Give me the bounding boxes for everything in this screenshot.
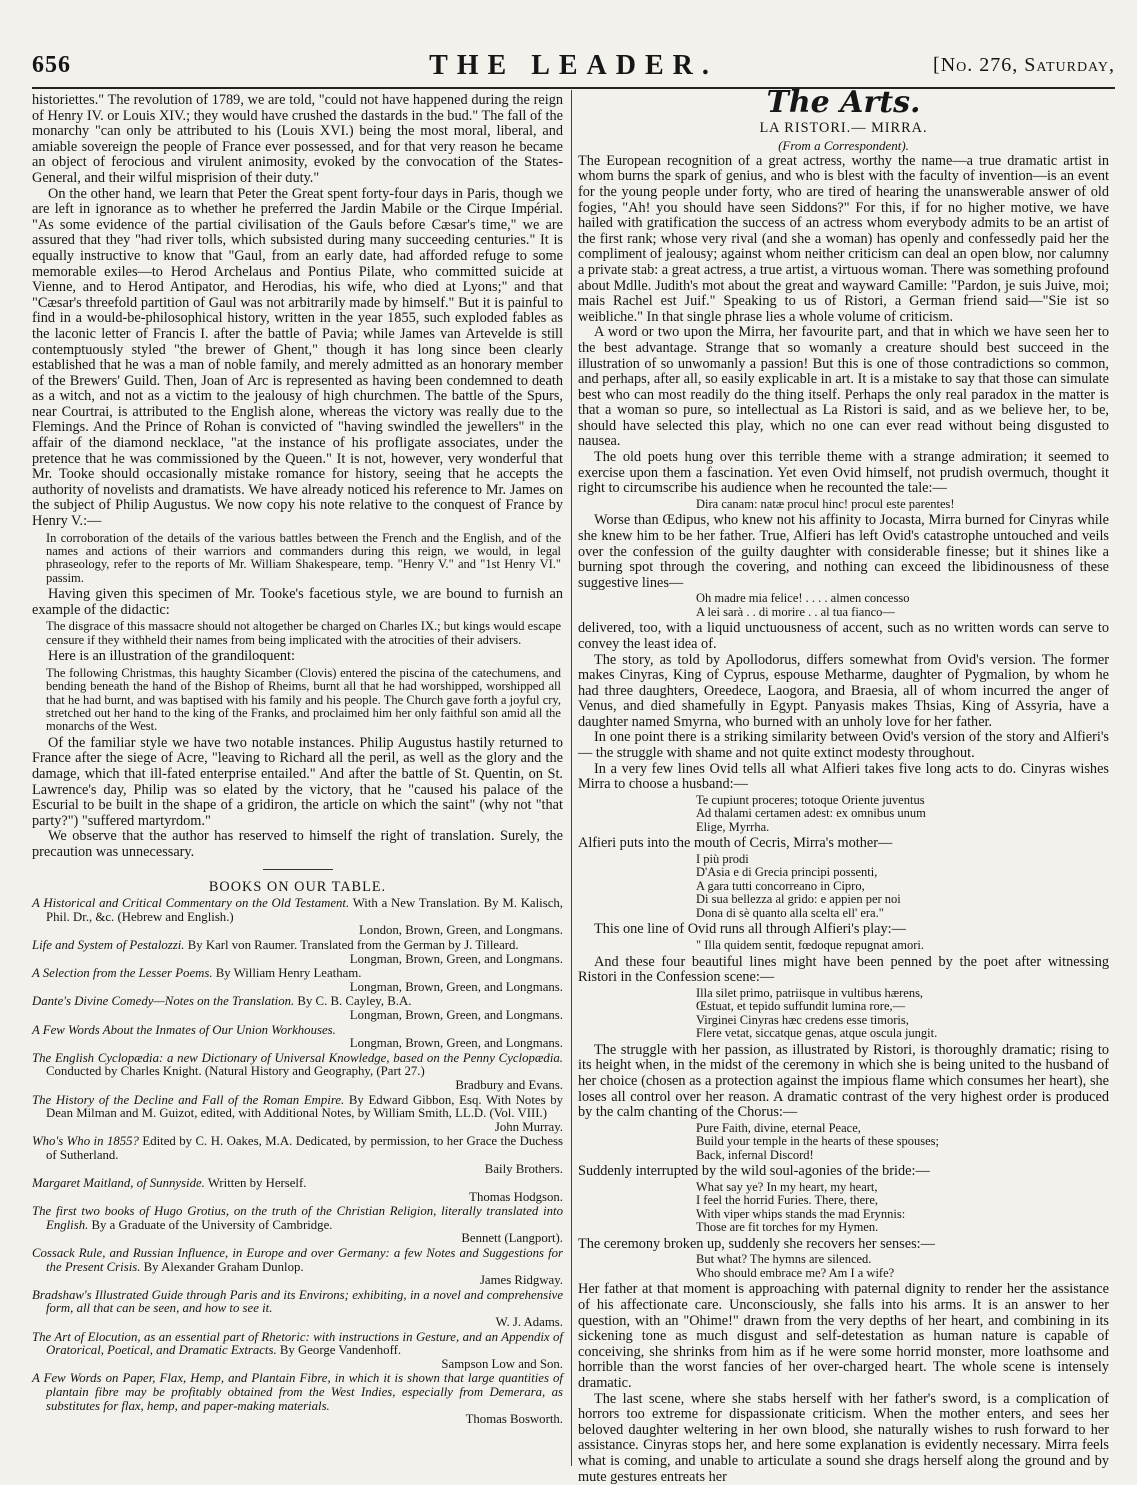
book-details: Edited by C. H. Oakes, M.A. Dedicated, by permission, to her Grace the Duchess of Sutherland. — [46, 1134, 563, 1162]
paragraph: Her father at that moment is approaching with paternal dignity to render her the assistance of his affectionate care. Unconsciously, she falls into his arms. It is an answer to her question, with an "Ohime!" drawn from the very depths of her heart, and combining in its sickening tone as much disgust and self-detestation as human nature is capable of conceiving, she shrinks from him as if he were some horrid monster, more loathsome and horrible than the worst fancies of her over-charged heart. The whole scene is intensely dramatic. — [578, 1281, 1109, 1391]
verse-line: With viper whips stands the mad Erynnis: — [696, 1206, 906, 1221]
verse-line: Flere vetat, siccatque genas, atque oscula jungit. — [696, 1026, 938, 1041]
verse-line: Illa silet primo, patriisque in vultibus hærens, — [696, 985, 924, 1000]
book-title: Who's Who in 1855? — [32, 1134, 139, 1149]
book-title: The English Cyclopædia: a new Dictionary of Universal Knowledge, based on the Penny Cyclopædia. — [32, 1050, 563, 1065]
verse-quote — [578, 498, 1109, 512]
masthead: THE LEADER. — [429, 50, 718, 81]
paragraph: The ceremony broken up, suddenly she recovers her senses:— — [578, 1235, 935, 1252]
book-publisher: Thomas Hodgson. — [469, 1189, 563, 1204]
book-entry — [32, 939, 563, 966]
paragraph: This one line of Ovid runs all through Alfieri's play:— — [594, 921, 906, 938]
verse-line: Œstuat, et tepido suffundit lumina rore,— — [696, 999, 906, 1014]
verse-line: But what? The hymns are silenced. — [696, 1252, 872, 1267]
book-title: The Art of Elocution, as an essential part of Rhetoric: with instructions in Gesture, and an Appendix of Oratorical, Poetical, and Dramatic Extracts. — [32, 1329, 563, 1358]
paragraph: And these four beautiful lines might have been penned by the poet after witnessing Ristori in the Confession scene:— — [578, 953, 1109, 986]
verse-line: Ad thalami certamen adest: ex omnibus unum — [696, 806, 926, 821]
book-details: Written by Herself. — [204, 1176, 307, 1191]
book-entry — [32, 1024, 563, 1051]
verse-line: Oh madre mia felice! . . . . almen concesso — [696, 591, 910, 606]
page-header — [32, 52, 1115, 86]
block-quote: In corroboration of the details of the various battles between the French and the English, and of the names and actions of their warriors and commanders during this reign, we would, in legal phraseology, refer to the reports of Mr. William Shakespeare, temp. "Henry V." and "1st Henry VI." passim. — [46, 530, 561, 585]
book-entry — [32, 1247, 563, 1288]
book-title: The first two books of Hugo Grotius, on the truth of the Christian Religion, literally translated into English. — [32, 1204, 563, 1232]
paragraph: historiettes." The revolution of 1789, we are told, "could not have happened during the reign of Henry IV. or Louis XIV.; they would have crushed the dastards in the bud." The fall of the monarchy "can only be attributed to his (Louis XVI.) being the most moral, liberal, and amiable sovereign the people of France ever possessed, and for that very reason he became an object of ferocious and virulent animosity, evoked by the convocation of the States-General, and their wilful misprision of their duty." — [32, 92, 563, 186]
verse-line: Elige, Myrrha. — [696, 819, 770, 834]
paragraph: On the other hand, we learn that Peter the Great spent forty-four days in Paris, though we are left in ignorance as to whether he preferred the Jardin Mabile or the Cirque Impérial. "As some evidence of the partial civilisation of the Gauls before Cæsar's time," we are assured that they "had river tolls, which subsisted during many succeeding centuries." It is equally instructive to know that "Gaul, from an early date, had afforded refuge to some memorable exiles—to Herod Archelaus and Pontius Pilate, who committed suicide at Vienne, and to Herod Antipator, and Herodias, his wife, who died at Lyons;" and that "Cæsar's threefold partition of Gaul was not arbitrarily made by himself." But it is painful to find in a would-be-philosophical history, written in the year 1855, such exploded fables as the laconic letter of Francis I. after the battle of Pavia; while James van Artevelde is still contemptuously styled "the brewer of Ghent," though it has long since been clearly established that he was a man of noble family, and merely admitted as an honorary member of the Brewers' Guild. Then, Joan of Arc is represented as having been condemned to death as a witch, and not as a victim to the jealousy of high churchmen. The battle of the Spurs, near Courtrai, is attributed to the English alone, whereas the victory was really due to the Flemings. And the Prince of Rohan is convicted of "having swindled the jewellers" in the affair of the diamond necklace, "at the instance of his profligate associates, under the pretence that he was commissioned by the Queen." It is not, however, very wonderful that Mr. Tooke should occasionally mistake romance for history, seeing that he accepts the authority of novelists and dramatists. We have already noticed his reference to Mr. James on the subject of Philip Augustus. We now copy his note relative to the conquest of France by Henry V.:— — [32, 185, 563, 530]
paragraph: Alfieri puts into the mouth of Cecris, Mirra's mother— — [578, 835, 893, 852]
verse-line: Dira canam: natæ procul hinc! procul este parentes! — [696, 496, 955, 511]
verse-line: I feel the horrid Furies. There, there, — [696, 1193, 878, 1208]
paragraph: The old poets hung over this terrible theme with a strange admiration; it seemed to exercise upon them a fascination. Yet even Ovid himself, not prudish overmuch, thought it right to circumscribe his audience when he recounted the tale:— — [578, 449, 1109, 497]
verse-quote — [578, 987, 1109, 1041]
book-list — [32, 897, 563, 1427]
book-publisher: Bradbury and Evans. — [455, 1077, 563, 1092]
book-details: By William Henry Leatham. — [212, 966, 362, 981]
book-entry — [32, 1205, 563, 1246]
book-title: A Few Words on Paper, Flax, Hemp, and Plantain Fibre, in which it is shown that large quantities of plantain fibre may be profitably obtained from the West Indies, especially from Demerara, as substitutes for flax, hemp, and paper-making materials. — [32, 1371, 563, 1413]
book-publisher: Thomas Bosworth. — [465, 1412, 563, 1427]
book-title: Life and System of Pestalozzi. — [32, 938, 185, 952]
verse-line: D'Asia e di Grecia principi possenti, — [696, 865, 878, 880]
verse-line: Build your temple in the hearts of these spouses; — [696, 1134, 940, 1149]
book-entry — [32, 1372, 563, 1426]
section-title: The Arts. — [766, 85, 921, 120]
paragraph: Having given this specimen of Mr. Tooke's facetious style, we are bound to furnish an example of the didactic: — [32, 586, 563, 618]
book-publisher: Bennett (Langport). — [461, 1231, 563, 1246]
verse-line: Pure Faith, divine, eternal Peace, — [696, 1120, 861, 1135]
block-quote: The disgrace of this massacre should not altogether be charged on Charles IX.; but kings would escape censure if they withheld their names from being implicated with the atrocities of their advisers. — [46, 619, 561, 647]
book-title: A Selection from the Lesser Poems. — [32, 966, 213, 981]
book-entry — [32, 1094, 563, 1135]
paragraph: We observe that the author has reserved to himself the right of translation. Surely, the precaution was unnecessary. — [32, 828, 563, 861]
book-entry — [32, 1331, 563, 1372]
verse-quote — [578, 592, 1109, 619]
paragraph: Here is an illustration of the grandiloquent: — [48, 648, 295, 665]
book-details: By George Vandenhoff. — [276, 1343, 402, 1358]
paragraph: Worse than Œdipus, who knew not his affinity to Jocasta, Mirra burned for Cinyras while she knew him to be her father. True, Alfieri has left Ovid's catastrophe untouched and veils over the confession of the guilty daughter with considerable finesse; but it shines like a burning spot through the covering, and nothing can exceed the libidinousness of these suggestive lines— — [578, 512, 1109, 591]
paragraph: Of the familiar style we have two notable instances. Philip Augustus hastily returned to France after the siege of Acre, "leaving to Richard all the peril, as well as the glory and the damage, which that ill-fated enterprise entailed." And after the battle of St. Quentin, on St. Lawrence's day, Philip was so elated by the victory, that he "caused his palace of the Escurial to be built in the shape of a gridiron, the article on which the saint" (why not "that party?") "suffered martyrdom." — [32, 734, 563, 829]
book-publisher: James Ridgway. — [479, 1273, 563, 1288]
books-heading: BOOKS ON OUR TABLE. — [208, 878, 387, 895]
verse-line: " Illa quidem sentit, fœdoque repugnat amori. — [696, 938, 924, 953]
verse-line: A gara tutti concorreano in Cipro, — [696, 878, 865, 893]
book-details: Conducted by Charles Knight. (Natural History and Geography, (Part 27.) — [46, 1064, 425, 1079]
book-title: Dante's Divine Comedy—Notes on the Translation. — [32, 994, 295, 1009]
verse-line: Dona di sè quanto alla scelta ell' era." — [696, 905, 884, 920]
book-title: Cossack Rule, and Russian Influence, in Europe and over Germany: a few Notes and Suggestions for the Present Crisis. — [32, 1246, 563, 1274]
book-publisher: W. J. Adams. — [495, 1315, 563, 1330]
paragraph: The story, as told by Apollodorus, differs somewhat from Ovid's version. The former makes Cinyras, King of Cyprus, espouse Metharme, daughter of Pygmalion, by whom he had three daughters, Oreedece, Laogora, and Braesia, all of whom incurred the anger of Venus, and died shamefully in Egypt. Panyasis makes Thsias, King of Assyria, have a daughter named Smyrna, who burned with an unholy love for her father. — [578, 651, 1109, 730]
verse-line: I più prodi — [696, 851, 749, 866]
book-publisher: Baily Brothers. — [484, 1161, 563, 1176]
book-details: With a New Translation. By M. Kalisch, Phil. Dr., &c. (Hebrew and English.) — [46, 896, 563, 924]
verse-line: A lei sarà . . di morire . . al tua fianco— — [696, 604, 895, 619]
verse-line: Those are fit torches for my Hymen. — [696, 1220, 879, 1235]
book-title: Bradshaw's Illustrated Guide through Paris and its Environs; exhibiting, in a novel and comprehensive form, all that can be seen, and how to see it. — [32, 1287, 563, 1316]
book-entry — [32, 995, 563, 1022]
book-entry — [32, 1135, 563, 1176]
verse-line: Who should embrace me? Am I a wife? — [696, 1265, 895, 1280]
column-rule — [571, 90, 572, 1466]
paragraph: A word or two upon the Mirra, her favourite part, and that in which we have seen her to the best advantage. Strange that so womanly a creature should best succeed in the illustration of so unwomanly a passion! But this is one of those contradictions so common, and perhaps, after all, so easily explicable in art. It is a mistake to say that those can simulate best who can most readily do the thing itself. Perhaps the only real paradox in the matter is that a woman so pure, so intellectual as La Ristori is said, and as we believe her, to be, should have selected this play, which no one can ever read without being disgusted to nausea. — [578, 324, 1109, 450]
verse-quote — [578, 1253, 1109, 1280]
header-rule — [32, 87, 1115, 89]
book-details: By Alexander Graham Dunlop. — [140, 1259, 304, 1274]
book-publisher: Longman, Brown, Green, and Longmans. — [349, 1007, 563, 1022]
verse-quote — [578, 1181, 1109, 1235]
book-publisher: Longman, Brown, Green, and Longmans. — [349, 1036, 563, 1051]
book-publisher: London, Brown, Green, and Longmans. — [358, 923, 563, 938]
book-details: By a Graduate of the University of Cambridge. — [88, 1217, 333, 1232]
paragraph: Suddenly interrupted by the wild soul-agonies of the bride:— — [578, 1163, 930, 1180]
book-entry — [32, 1177, 563, 1204]
book-entry — [32, 967, 563, 994]
verse-line: Te cupiunt proceres; totoque Oriente juventus — [696, 792, 925, 807]
verse-quote — [578, 853, 1109, 921]
verse-quote — [578, 794, 1109, 835]
right-column — [578, 85, 1109, 1485]
book-publisher: Sampson Low and Son. — [441, 1356, 563, 1371]
book-details: By Karl von Raumer. Translated from the German by J. Tilleard. — [184, 938, 519, 952]
article-title: LA RISTORI.— MIRRA. — [759, 119, 928, 136]
paragraph: The European recognition of a great actress, worthy the name—a true dramatic artist in whom burns the spark of genius, and who is blest with the faculty of invention—is an event for the young people under forty, who are tired of hearing the unanswerable answer of old fogies, "Ah! you should have seen Siddons?" For this, if for no higher motive, we have hailed with gratification the success of an actress whom everybody admits to be an artist of the first rank; whose very rival (and she a woman) has openly and confessedly paid her the compliment of jealousy; against whom neither criticism can deal an open blow, nor calumny a private stab: a great actress, a true artist, a virtuous woman. There was something profound about Mdlle. Judith's mot about the great and wayward Camille: "Pardon, je suis Juive, moi; mais Rachel est Juif." Speaking to us of Ristori, a German friend said—"Sie ist so weibliche." In that single phrase lies a whole volume of criticism. — [578, 152, 1109, 325]
book-publisher: Longman, Brown, Green, and Longmans. — [349, 951, 563, 966]
verse-line: What say ye? In my heart, my heart, — [696, 1179, 878, 1194]
book-publisher: Longman, Brown, Green, and Longmans. — [349, 979, 563, 994]
paragraph: In one point there is a striking similarity between Ovid's version of the story and Alfieri's — the struggle with shame and not quite extinct modesty throughout. — [578, 729, 1109, 762]
book-details: By C. B. Cayley, B.A. — [294, 994, 412, 1009]
page-number: 656 — [32, 52, 71, 78]
book-title: The History of the Decline and Fall of the Roman Empire. — [32, 1092, 345, 1107]
verse-quote — [578, 1122, 1109, 1163]
book-title: A Historical and Critical Commentary on the Old Testament. — [32, 896, 350, 911]
book-details: By Edward Gibbon, Esq. With Notes by Dean Milman and M. Guizot, edited, with Additional Notes, by William Smith, LL.D. (Vol. VIII.) — [46, 1092, 563, 1121]
verse-line: Virginei Cinyras hæc credens esse timoris, — [696, 1012, 909, 1027]
paragraph: The last scene, where she stabs herself with her father's sword, is a complication of horrors too extreme for dispassionate criticism. When the mother enters, and sees her beloved daughter weltering in her own blood, she naturally wishes to rush forward to her assistance. Cinyras stops her, and here some explanation is evidently necessary. Mirra feels what is coming, and unable to articulate a sound she drags herself along the ground and by mute gestures entreats her — [578, 1390, 1109, 1485]
book-title: Margaret Maitland, of Sunnyside. — [32, 1176, 205, 1191]
paragraph: In a very few lines Ovid tells all what Alfieri takes five long acts to do. Cinyras wishes Mirra to choose a husband:— — [578, 760, 1109, 793]
verse-quote — [578, 939, 1109, 953]
left-column — [32, 93, 563, 1468]
book-entry — [32, 1052, 563, 1093]
paragraph: The struggle with her passion, as illustrated by Ristori, is thoroughly dramatic; rising to its height when, in the midst of the ceremony in which she is being united to the husband of her choice (chosen as a protection against the impious flame which consumes her heart), she loses all control over her reason. A dramatic contrast of the very highest order is produced by the calm chanting of the Chorus:— — [578, 1041, 1109, 1121]
book-title: A Few Words About the Inmates of Our Union Workhouses. — [32, 1022, 336, 1037]
paragraph: delivered, too, with a liquid unctuousness of accent, such as no written words can serve to convey the least idea of. — [578, 620, 1109, 652]
verse-line: Di sua bellezza al grido: e appien per noi — [696, 892, 901, 907]
verse-line: Back, infernal Discord! — [696, 1147, 814, 1162]
book-entry — [32, 1289, 563, 1330]
block-quote: The following Christmas, this haughty Sicamber (Clovis) entered the piscina of the catechumens, and bending beneath the hand of the Bishop of Rheims, burnt all that he had worshipped, worshipped all that he had burnt, and was baptised with his family and his people. The Church gave forth a joyful cry, stretched out her hand to the king of the Franks, and proclaimed him her only faithful son amid all the monarchs of the West. — [46, 665, 561, 734]
issue-line: [No. 276, Saturday, — [933, 54, 1115, 76]
book-entry — [32, 897, 563, 938]
article-byline: (From a Correspondent). — [778, 138, 909, 154]
section-divider — [263, 869, 333, 870]
book-publisher: John Murray. — [494, 1119, 563, 1134]
